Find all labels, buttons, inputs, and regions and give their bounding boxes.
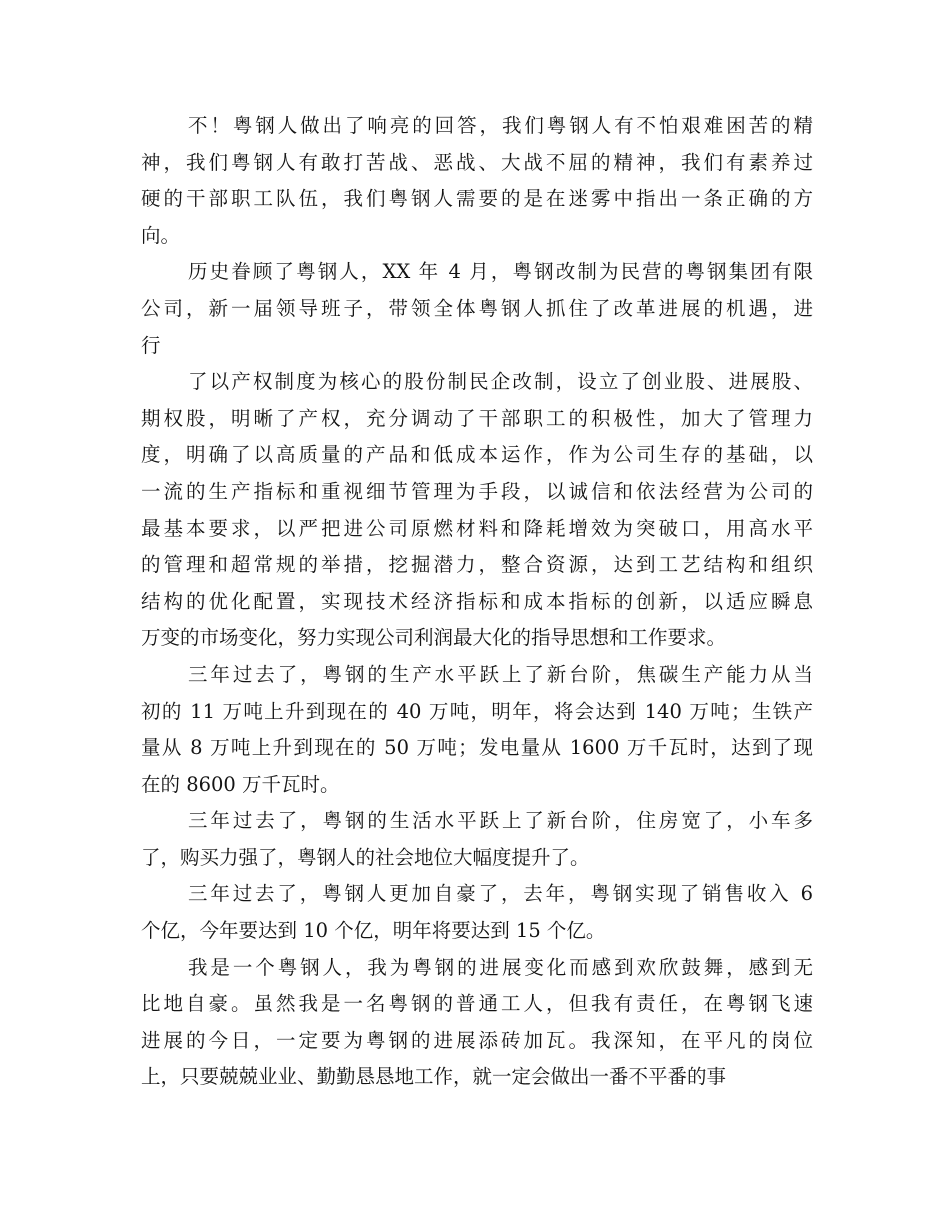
text-line: 在的 8600 万千瓦时。 xyxy=(141,772,340,796)
text-line: 上，只要兢兢业业、勤勤恳恳地工作，就一定会做出一番不平番的事 xyxy=(141,1065,727,1089)
text-line: 行 xyxy=(141,333,161,357)
text-line: 三年过去了，粤钢人更加自豪了，去年，粤钢实现了销售收入 6 xyxy=(188,882,813,906)
paragraph xyxy=(141,803,813,876)
text-line: 不！粤钢人做出了响亮的回答，我们粤钢人有不怕艰难困苦的精 xyxy=(188,114,813,137)
text-line: 公司，新一届领导班子，带领全体粤钢人抓住了改革进展的机遇，进 xyxy=(141,296,813,320)
text-line: 最基本要求，以严把进公司原燃材料和降耗增效为突破口，用高水平 xyxy=(141,516,813,540)
text-line: 一流的生产指标和重视细节管理为手段，以诚信和依法经营为公司的 xyxy=(141,479,813,503)
text-line: 个亿，今年要达到 10 个亿，明年将要达到 15 个亿。 xyxy=(141,919,606,943)
text-line: 向。 xyxy=(141,223,181,247)
text-line: 的管理和超常规的举措，挖掘潜力，整合资源，达到工艺结构和组织 xyxy=(141,553,813,577)
text-line: 结构的优化配置，实现技术经济指标和成本指标的创新，以适应瞬息 xyxy=(141,589,813,613)
text-line: 量从 8 万吨上升到现在的 50 万吨；发电量从 1600 万千瓦时，达到了现 xyxy=(141,736,813,760)
text-line: 硬的干部职工队伍，我们粤钢人需要的是在迷雾中指出一条正确的方 xyxy=(141,187,813,211)
text-line: 度，明确了以高质量的产品和低成本运作，作为公司生存的基础，以 xyxy=(141,443,813,467)
text-line: 初的 11 万吨上升到现在的 40 万吨，明年，将会达到 140 万吨；生铁产 xyxy=(141,699,813,723)
text-line: 万变的市场变化，努力实现公司利润最大化的指导思想和工作要求。 xyxy=(141,626,727,650)
paragraph xyxy=(141,950,813,1096)
text-line: 历史眷顾了粤钢人，XX 年 4 月，粤钢改制为民营的粤钢集团有限 xyxy=(188,260,813,284)
document-page xyxy=(141,108,813,1096)
text-line: 进展的今日，一定要为粤钢的进展添砖加瓦。我深知，在平凡的岗位 xyxy=(141,1028,813,1052)
text-line: 三年过去了，粤钢的生产水平跃上了新台阶，焦碳生产能力从当 xyxy=(188,662,813,686)
paragraph xyxy=(141,108,813,254)
text-line: 我是一个粤钢人，我为粤钢的进展变化而感到欢欣鼓舞，感到无 xyxy=(188,955,813,979)
paragraph xyxy=(141,876,813,949)
paragraph xyxy=(141,657,813,803)
paragraph xyxy=(141,254,813,364)
text-line: 三年过去了，粤钢的生活水平跃上了新台阶，住房宽了，小车多 xyxy=(188,809,813,833)
paragraph xyxy=(141,364,813,657)
text-line: 期权股，明晰了产权，充分调动了干部职工的积极性，加大了管理力 xyxy=(141,406,813,430)
text-line: 神，我们粤钢人有敢打苦战、恶战、大战不屈的精神，我们有素养过 xyxy=(141,150,813,174)
text-line: 比地自豪。虽然我是一名粤钢的普通工人，但我有责任，在粤钢飞速 xyxy=(141,992,813,1016)
text-line: 了，购买力强了，粤钢人的社会地位大幅度提升了。 xyxy=(141,845,590,869)
text-line: 了以产权制度为核心的股份制民企改制，设立了创业股、进展股、 xyxy=(188,370,813,394)
